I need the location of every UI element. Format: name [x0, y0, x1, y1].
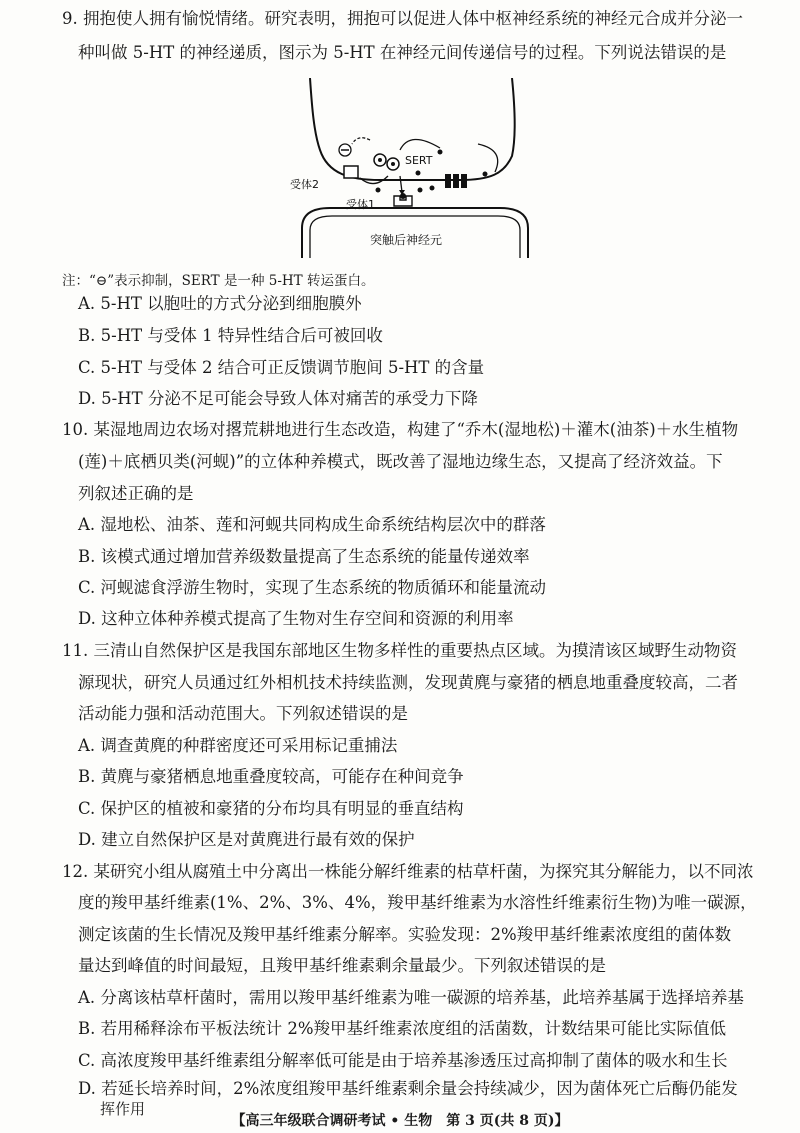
q12-option-b: B. 若用稀释涂布平板法统计 2%羧甲基纤维素浓度组的活菌数，计数结果可能比实际值低 — [78, 1019, 727, 1038]
q12-option-d: D. 若延长培养时间，2%浓度组羧甲基纤维素剩余量会持续减少，因为菌体死亡后酶仍能发 — [78, 1079, 738, 1098]
q10-option-d: D. 这种立体种养模式提高了生物对生存空间和资源的利用率 — [78, 609, 514, 628]
q10-option-a: A. 湿地松、油茶、莲和河蚬共同构成生命系统结构层次中的群落 — [78, 515, 546, 534]
q10-stem-line-1: 10. 某湿地周边农场对撂荒耕地进行生态改造，构建了“乔木(湿地松)＋灌木(油茶)＋水生植物 — [62, 420, 739, 439]
q12-stem-line-4: 量达到峰值的时间最短，且羧甲基纤维素剩余量最少。下列叙述错误的是 — [78, 956, 606, 975]
label-receptor-2: 受体2 — [290, 178, 319, 191]
q12-stem-line-1: 12. 某研究小组从腐殖土中分离出一株能分解纤维素的枯草杆菌，为探究其分解能力，以不同浓 — [62, 862, 754, 881]
q9-note: 注：“⊖”表示抑制，SERT 是一种 5-HT 转运蛋白。 — [62, 273, 375, 289]
q11-stem-line-2: 源现状，研究人员通过红外相机技术持续监测，发现黄麂与豪猪的栖息地重叠度较高，二者 — [78, 673, 738, 692]
q9-option-c: C. 5-HT 与受体 2 结合可正反馈调节胞间 5-HT 的含量 — [78, 358, 485, 377]
label-post-neuron: 突触后神经元 — [370, 233, 443, 247]
q10-option-b: B. 该模式通过增加营养级数量提高了生态系统的能量传递效率 — [78, 547, 530, 566]
q11-option-d: D. 建立自然保护区是对黄麂进行最有效的保护 — [78, 830, 415, 849]
q10-stem-line-3: 列叙述正确的是 — [78, 484, 194, 503]
q11-option-b: B. 黄麂与豪猪栖息地重叠度较高，可能存在种间竞争 — [78, 767, 464, 786]
synapse-diagram — [290, 78, 540, 258]
q12-option-c: C. 高浓度羧甲基纤维素组分解率低可能是由于培养基渗透压过高抑制了菌体的吸水和生长 — [78, 1051, 728, 1070]
q12-option-a: A. 分离该枯草杆菌时，需用以羧甲基纤维素为唯一碳源的培养基，此培养基属于选择培养基 — [78, 988, 744, 1007]
q9-stem-line-2: 种叫做 5-HT 的神经递质，图示为 5-HT 在神经元间传递信号的过程。下列说法错误的是 — [78, 43, 727, 62]
q9-option-d: D. 5-HT 分泌不足可能会导致人体对痛苦的承受力下降 — [78, 389, 478, 408]
q11-stem-line-1: 11. 三清山自然保护区是我国东部地区生物多样性的重要热点区域。为摸清该区域野生动物资 — [62, 641, 737, 660]
receptor-2 — [344, 166, 358, 178]
q12-stem-line-3: 测定该菌的生长情况及羧甲基纤维素分解率。实验发现：2%羧甲基纤维素浓度组的菌体数 — [78, 925, 732, 944]
q11-option-a: A. 调查黄麂的种群密度还可采用标记重捕法 — [78, 736, 398, 755]
q12-option-d-continued: 挥作用 — [100, 1100, 146, 1118]
q10-stem-line-2: (莲)＋底栖贝类(河蚬)”的立体种养模式，既改善了湿地边缘生态，又提高了经济效益。下 — [78, 452, 723, 471]
q9-stem-line-1: 9. 拥抱使人拥有愉悦情绪。研究表明，拥抱可以促进人体中枢神经系统的神经元合成并分泌一 — [62, 9, 743, 28]
q9-option-b: B. 5-HT 与受体 1 特异性结合后可被回收 — [78, 326, 383, 345]
q11-option-c: C. 保护区的植被和豪猪的分布均具有明显的垂直结构 — [78, 799, 464, 818]
label-receptor-1: 受体1 — [346, 198, 375, 211]
q11-stem-line-3: 活动能力强和活动范围大。下列叙述错误的是 — [78, 704, 408, 723]
q10-option-c: C. 河蚬滤食浮游生物时，实现了生态系统的物质循环和能量流动 — [78, 578, 547, 597]
sert-transporter — [445, 174, 451, 188]
q12-stem-line-2: 度的羧甲基纤维素(1%、2%、3%、4%，羧甲基纤维素为水溶性纤维素衍生物)为唯一碳源， — [78, 893, 757, 912]
q9-option-a: A. 5-HT 以胞吐的方式分泌到细胞膜外 — [78, 294, 362, 313]
page-footer: 【高三年级联合调研考试 • 生物 第 3 页(共 8 页)】 — [231, 1113, 569, 1129]
label-sert: SERT — [405, 154, 433, 167]
